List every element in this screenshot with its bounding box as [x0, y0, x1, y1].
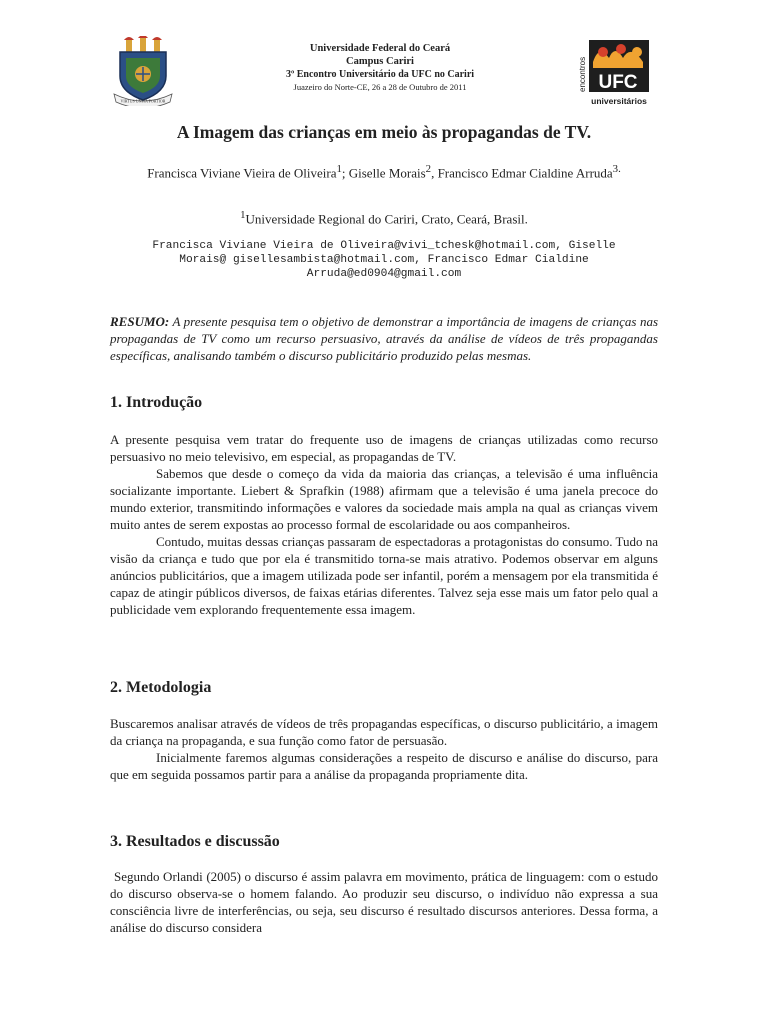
- paragraph: Contudo, muitas dessas crianças passaram de espectadoras a protagonistas do consumo. Tudo na visão da criança e tudo que por ela é transmitido torna-se mais atrativo. Podemos observar em alguns anúncios publicitários, que a imagem utilizada pode ser infantil, porém a mensagem por ela transmitida é capaz de atingir públicos diversos, de faixas etárias diferentes. Talvez seja esse mais um fator pelo qual a publicidade vem explorando frequentemente essa imagem.: [110, 534, 658, 617]
- campus-name: Campus Cariri: [346, 56, 414, 67]
- author-2-affiliation-mark: 2: [425, 163, 432, 175]
- svg-text:VIRTUS UNITA FORTIOR: VIRTUS UNITA FORTIOR: [120, 98, 166, 104]
- ufc-encontros-logo-icon: [577, 38, 651, 108]
- section-body-results: [110, 868, 658, 936]
- paragraph: Buscaremos analisar através de vídeos de três propagandas específicas, o discurso publicitário, a imagem da criança na propaganda, e sua função como fator de persuasão.: [110, 716, 658, 748]
- affiliation-mark: 1: [240, 209, 246, 221]
- section-body-methodology: [110, 715, 658, 783]
- event-location-date: Juazeiro do Norte-CE, 26 a 28 de Outubro de 2011: [293, 82, 467, 92]
- university-name: Universidade Federal do Ceará: [309, 43, 451, 54]
- author-3: , Francisco Edmar Cialdine Arruda: [431, 165, 613, 181]
- abstract-label: RESUMO:: [110, 314, 170, 329]
- abstract-text: A presente pesquisa tem o objetivo de demonstrar a importância de imagens de crianças nas propagandas de TV como um recurso persuasivo, através da análise de vídeos de três propagandas específicas, analisando também o discurso publicitário produzido pelas mesmas.: [110, 314, 658, 363]
- paragraph: A presente pesquisa vem tratar do frequente uso de imagens de crianças utilizadas como recurso persuasivo no meio televisivo, em especial, as propagandas de TV.: [110, 432, 658, 464]
- abstract: [110, 313, 658, 364]
- paragraph: Sabemos que desde o começo da vida da maioria das crianças, a televisão é uma influência socializante importante. Liebert & Sprafkin (1988) afirmam que a televisão é uma janela precoce do mundo exterior, transmitindo informações e valores da sociedade mais ampla na qual as crianças vivem muito antes de serem expostas ao processo formal de escolaridade ou aos companheiros.: [110, 466, 658, 532]
- section-heading-methodology: 2. Metodologia: [110, 679, 212, 696]
- event-name: 3º Encontro Universitário da UFC no Cariri: [285, 69, 475, 80]
- author-1-affiliation-mark: 1: [336, 163, 342, 175]
- section-heading-results: 3. Resultados e discussão: [110, 833, 280, 850]
- author-3-affiliation-mark: 3.: [612, 163, 621, 175]
- email-line: Francisca Viviane Vieira de Oliveira@vivi_tchesk@hotmail.com, Giselle: [152, 240, 616, 252]
- author-emails: [108, 239, 660, 281]
- affiliation: [110, 209, 658, 227]
- author-2: ; Giselle Morais: [341, 165, 426, 181]
- university-crest-icon: [112, 36, 174, 106]
- svg-text:UFC: UFC: [598, 72, 638, 93]
- svg-text:encontros: encontros: [578, 56, 587, 92]
- section-body-introduction: [110, 431, 658, 618]
- email-line: Morais@ gisellesambista@hotmail.com, Francisco Edmar Cialdine: [179, 254, 589, 266]
- author-1: Francisca Viviane Vieira de Oliveira: [147, 165, 337, 181]
- author-list: [110, 160, 658, 182]
- paragraph: Segundo Orlandi (2005) o discurso é assim palavra em movimento, prática de linguagem: com o estudo do discurso observa-se o homem falando. Ao produzir seu discurso, o indivíduo não expressa a sua consciência livre de interferências, ou seja, seu discurso é resultado discursos anteriores. Dessa forma, a análise do discurso considera: [110, 869, 658, 935]
- paragraph: Inicialmente faremos algumas considerações a respeito de discurso e análise do discurso, para que em seguida possamos partir para a análise da propaganda propriamente dita.: [110, 750, 658, 782]
- email-line: Arruda@ed0904@gmail.com: [306, 268, 462, 280]
- affiliation-text: Universidade Regional do Cariri, Crato, Ceará, Brasil.: [245, 211, 528, 227]
- section-heading-introduction: 1. Introdução: [110, 394, 203, 411]
- event-header: [230, 42, 530, 93]
- paper-title: A Imagem das crianças em meio às propagandas de TV.: [176, 122, 592, 142]
- svg-text:universitários: universitários: [591, 96, 647, 106]
